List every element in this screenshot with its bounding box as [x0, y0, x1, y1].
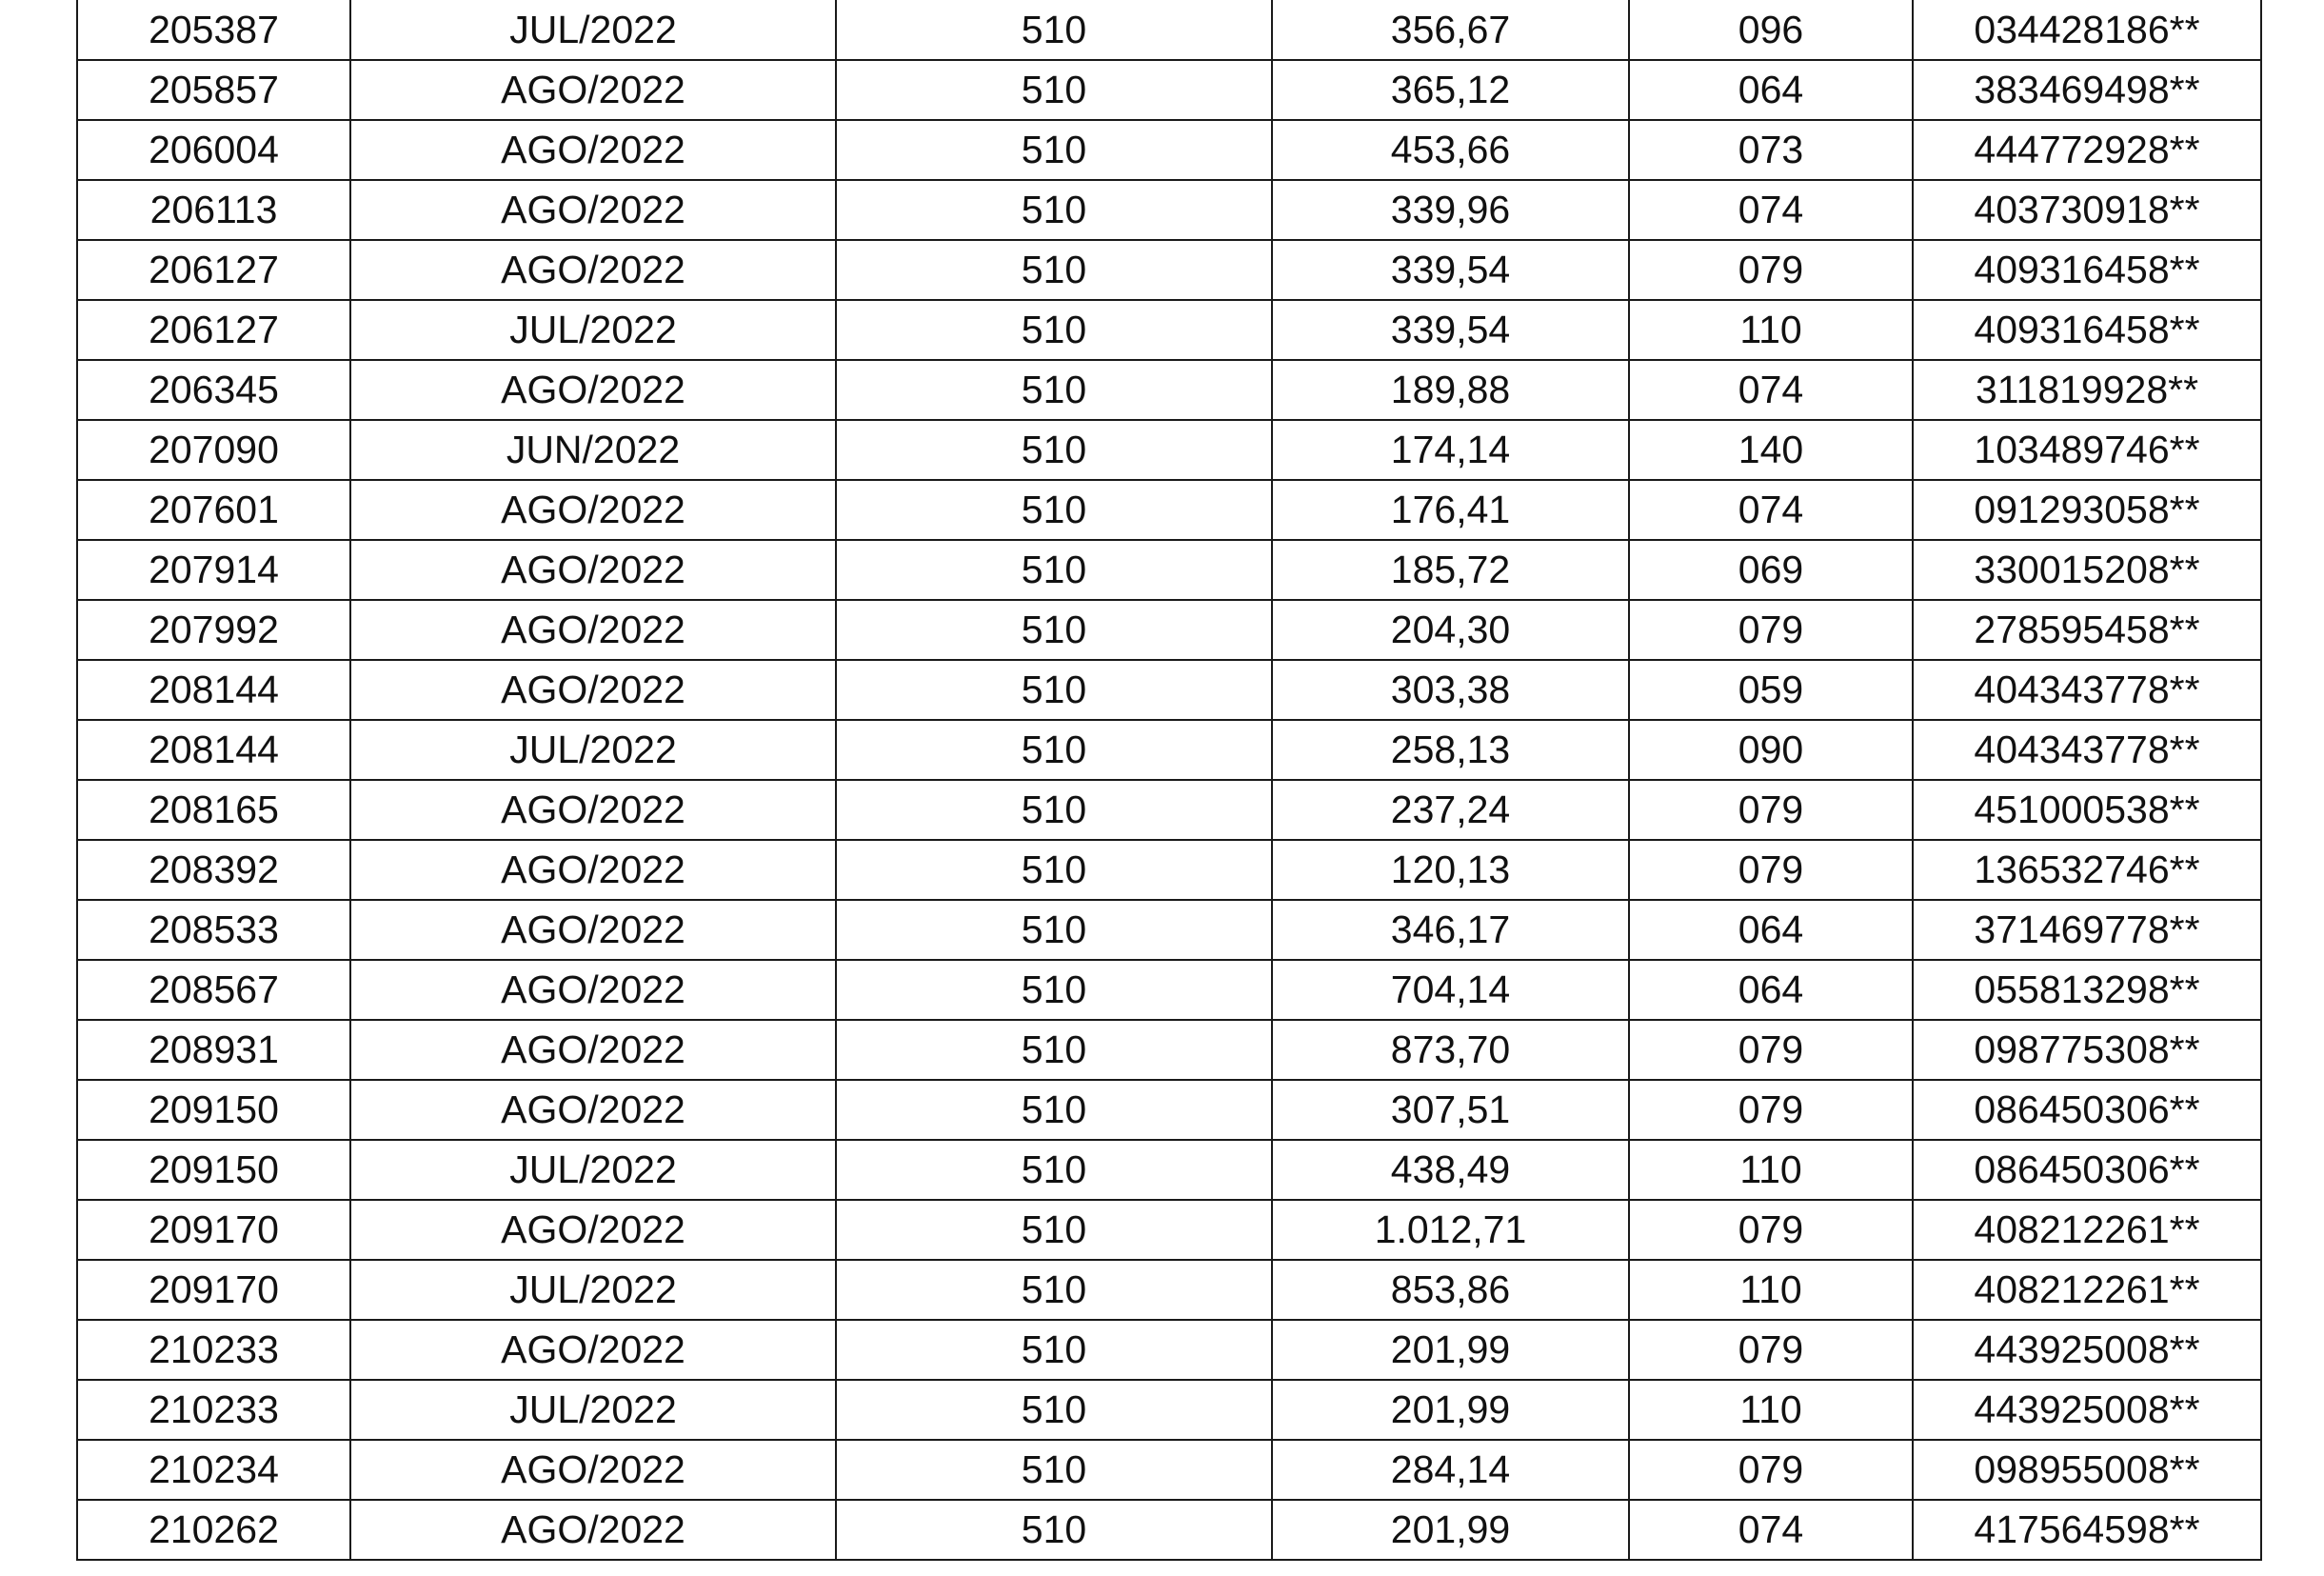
category-cell: 079: [1629, 1200, 1913, 1260]
category-cell: 064: [1629, 900, 1913, 960]
category-cell: 079: [1629, 240, 1913, 300]
table-row: [77, 1080, 2261, 1140]
amount-cell: 120,13: [1272, 840, 1629, 900]
period-cell: JUL/2022: [350, 1380, 836, 1440]
table-row: [77, 1320, 2261, 1380]
code-cell: 510: [836, 1140, 1272, 1200]
category-cell: 079: [1629, 840, 1913, 900]
document-cell: 371469778**: [1913, 900, 2261, 960]
period-cell: JUL/2022: [350, 1260, 836, 1320]
period-cell: AGO/2022: [350, 1320, 836, 1380]
id-cell: 208931: [77, 1020, 350, 1080]
period-cell: AGO/2022: [350, 840, 836, 900]
code-cell: 510: [836, 540, 1272, 600]
document-cell: 408212261**: [1913, 1260, 2261, 1320]
category-cell: 059: [1629, 660, 1913, 720]
table-row: [77, 1260, 2261, 1320]
category-cell: 064: [1629, 960, 1913, 1020]
category-cell: 073: [1629, 120, 1913, 180]
period-cell: AGO/2022: [350, 60, 836, 120]
table-row: [77, 600, 2261, 660]
table-row: [77, 1140, 2261, 1200]
document-cell: 417564598**: [1913, 1500, 2261, 1560]
document-cell: 086450306**: [1913, 1140, 2261, 1200]
period-cell: AGO/2022: [350, 600, 836, 660]
period-cell: AGO/2022: [350, 360, 836, 420]
code-cell: 510: [836, 960, 1272, 1020]
amount-cell: 453,66: [1272, 120, 1629, 180]
amount-cell: 201,99: [1272, 1320, 1629, 1380]
document-cell: 034428186**: [1913, 0, 2261, 60]
category-cell: 079: [1629, 600, 1913, 660]
code-cell: 510: [836, 240, 1272, 300]
category-cell: 090: [1629, 720, 1913, 780]
code-cell: 510: [836, 900, 1272, 960]
table-row: [77, 660, 2261, 720]
category-cell: 110: [1629, 300, 1913, 360]
period-cell: AGO/2022: [350, 1200, 836, 1260]
amount-cell: 873,70: [1272, 1020, 1629, 1080]
period-cell: AGO/2022: [350, 540, 836, 600]
category-cell: 096: [1629, 0, 1913, 60]
amount-cell: 853,86: [1272, 1260, 1629, 1320]
period-cell: JUL/2022: [350, 1140, 836, 1200]
document-cell: 311819928**: [1913, 360, 2261, 420]
category-cell: 074: [1629, 480, 1913, 540]
document-cell: 443925008**: [1913, 1380, 2261, 1440]
code-cell: 510: [836, 1200, 1272, 1260]
period-cell: AGO/2022: [350, 480, 836, 540]
id-cell: 209170: [77, 1200, 350, 1260]
table-row: [77, 900, 2261, 960]
code-cell: 510: [836, 60, 1272, 120]
id-cell: 208533: [77, 900, 350, 960]
table-row: [77, 120, 2261, 180]
document-cell: 404343778**: [1913, 660, 2261, 720]
code-cell: 510: [836, 1380, 1272, 1440]
category-cell: 079: [1629, 1080, 1913, 1140]
id-cell: 206127: [77, 240, 350, 300]
code-cell: 510: [836, 420, 1272, 480]
period-cell: AGO/2022: [350, 180, 836, 240]
amount-cell: 704,14: [1272, 960, 1629, 1020]
code-cell: 510: [836, 600, 1272, 660]
table-row: [77, 1200, 2261, 1260]
category-cell: 079: [1629, 780, 1913, 840]
category-cell: 074: [1629, 180, 1913, 240]
table-row: [77, 240, 2261, 300]
id-cell: 208144: [77, 720, 350, 780]
id-cell: 210233: [77, 1320, 350, 1380]
id-cell: 209170: [77, 1260, 350, 1320]
document-cell: 055813298**: [1913, 960, 2261, 1020]
period-cell: AGO/2022: [350, 1500, 836, 1560]
document-cell: 451000538**: [1913, 780, 2261, 840]
document-cell: 278595458**: [1913, 600, 2261, 660]
category-cell: 069: [1629, 540, 1913, 600]
period-cell: AGO/2022: [350, 120, 836, 180]
document-cell: 408212261**: [1913, 1200, 2261, 1260]
id-cell: 206113: [77, 180, 350, 240]
category-cell: 110: [1629, 1380, 1913, 1440]
id-cell: 206004: [77, 120, 350, 180]
code-cell: 510: [836, 660, 1272, 720]
id-cell: 208567: [77, 960, 350, 1020]
table-body: [77, 0, 2261, 1560]
period-cell: AGO/2022: [350, 240, 836, 300]
id-cell: 206127: [77, 300, 350, 360]
category-cell: 064: [1629, 60, 1913, 120]
table-row: [77, 420, 2261, 480]
table-row: [77, 1500, 2261, 1560]
period-cell: AGO/2022: [350, 1020, 836, 1080]
table-row: [77, 960, 2261, 1020]
category-cell: 079: [1629, 1440, 1913, 1500]
document-cell: 103489746**: [1913, 420, 2261, 480]
document-cell: 098955008**: [1913, 1440, 2261, 1500]
table-row: [77, 0, 2261, 60]
table-row: [77, 1380, 2261, 1440]
document-cell: 409316458**: [1913, 240, 2261, 300]
period-cell: AGO/2022: [350, 660, 836, 720]
amount-cell: 189,88: [1272, 360, 1629, 420]
document-cell: 136532746**: [1913, 840, 2261, 900]
period-cell: JUN/2022: [350, 420, 836, 480]
code-cell: 510: [836, 0, 1272, 60]
amount-cell: 339,54: [1272, 240, 1629, 300]
code-cell: 510: [836, 360, 1272, 420]
table-row: [77, 840, 2261, 900]
code-cell: 510: [836, 780, 1272, 840]
amount-cell: 307,51: [1272, 1080, 1629, 1140]
amount-cell: 303,38: [1272, 660, 1629, 720]
table-row: [77, 300, 2261, 360]
id-cell: 208144: [77, 660, 350, 720]
document-cell: 403730918**: [1913, 180, 2261, 240]
table-row: [77, 780, 2261, 840]
id-cell: 207601: [77, 480, 350, 540]
document-cell: 404343778**: [1913, 720, 2261, 780]
table-row: [77, 60, 2261, 120]
amount-cell: 204,30: [1272, 600, 1629, 660]
code-cell: 510: [836, 300, 1272, 360]
amount-cell: 201,99: [1272, 1380, 1629, 1440]
document-cell: 443925008**: [1913, 1320, 2261, 1380]
code-cell: 510: [836, 1500, 1272, 1560]
document-cell: 330015208**: [1913, 540, 2261, 600]
period-cell: JUL/2022: [350, 300, 836, 360]
amount-cell: 1.012,71: [1272, 1200, 1629, 1260]
category-cell: 079: [1629, 1020, 1913, 1080]
amount-cell: 346,17: [1272, 900, 1629, 960]
amount-cell: 185,72: [1272, 540, 1629, 600]
table-row: [77, 360, 2261, 420]
code-cell: 510: [836, 840, 1272, 900]
id-cell: 207992: [77, 600, 350, 660]
amount-cell: 438,49: [1272, 1140, 1629, 1200]
amount-cell: 201,99: [1272, 1500, 1629, 1560]
id-cell: 205857: [77, 60, 350, 120]
amount-cell: 176,41: [1272, 480, 1629, 540]
id-cell: 209150: [77, 1080, 350, 1140]
amount-cell: 339,96: [1272, 180, 1629, 240]
id-cell: 205387: [77, 0, 350, 60]
amount-cell: 258,13: [1272, 720, 1629, 780]
document-cell: 091293058**: [1913, 480, 2261, 540]
amount-cell: 174,14: [1272, 420, 1629, 480]
id-cell: 210262: [77, 1500, 350, 1560]
period-cell: JUL/2022: [350, 720, 836, 780]
category-cell: 110: [1629, 1140, 1913, 1200]
id-cell: 210234: [77, 1440, 350, 1500]
code-cell: 510: [836, 1080, 1272, 1140]
table-row: [77, 720, 2261, 780]
document-cell: 383469498**: [1913, 60, 2261, 120]
code-cell: 510: [836, 480, 1272, 540]
id-cell: 206345: [77, 360, 350, 420]
period-cell: JUL/2022: [350, 0, 836, 60]
category-cell: 074: [1629, 1500, 1913, 1560]
document-cell: 444772928**: [1913, 120, 2261, 180]
amount-cell: 356,67: [1272, 0, 1629, 60]
code-cell: 510: [836, 1320, 1272, 1380]
id-cell: 210233: [77, 1380, 350, 1440]
id-cell: 207914: [77, 540, 350, 600]
period-cell: AGO/2022: [350, 780, 836, 840]
category-cell: 140: [1629, 420, 1913, 480]
period-cell: AGO/2022: [350, 960, 836, 1020]
code-cell: 510: [836, 180, 1272, 240]
code-cell: 510: [836, 720, 1272, 780]
id-cell: 208392: [77, 840, 350, 900]
table-row: [77, 1440, 2261, 1500]
category-cell: 079: [1629, 1320, 1913, 1380]
table-row: [77, 1020, 2261, 1080]
data-table: [76, 0, 2262, 1561]
period-cell: AGO/2022: [350, 900, 836, 960]
code-cell: 510: [836, 1440, 1272, 1500]
amount-cell: 237,24: [1272, 780, 1629, 840]
amount-cell: 365,12: [1272, 60, 1629, 120]
code-cell: 510: [836, 120, 1272, 180]
id-cell: 207090: [77, 420, 350, 480]
table-row: [77, 540, 2261, 600]
amount-cell: 339,54: [1272, 300, 1629, 360]
period-cell: AGO/2022: [350, 1080, 836, 1140]
document-cell: 409316458**: [1913, 300, 2261, 360]
id-cell: 209150: [77, 1140, 350, 1200]
table-row: [77, 180, 2261, 240]
document-cell: 098775308**: [1913, 1020, 2261, 1080]
code-cell: 510: [836, 1260, 1272, 1320]
category-cell: 074: [1629, 360, 1913, 420]
id-cell: 208165: [77, 780, 350, 840]
category-cell: 110: [1629, 1260, 1913, 1320]
amount-cell: 284,14: [1272, 1440, 1629, 1500]
table-row: [77, 480, 2261, 540]
period-cell: AGO/2022: [350, 1440, 836, 1500]
code-cell: 510: [836, 1020, 1272, 1080]
document-cell: 086450306**: [1913, 1080, 2261, 1140]
